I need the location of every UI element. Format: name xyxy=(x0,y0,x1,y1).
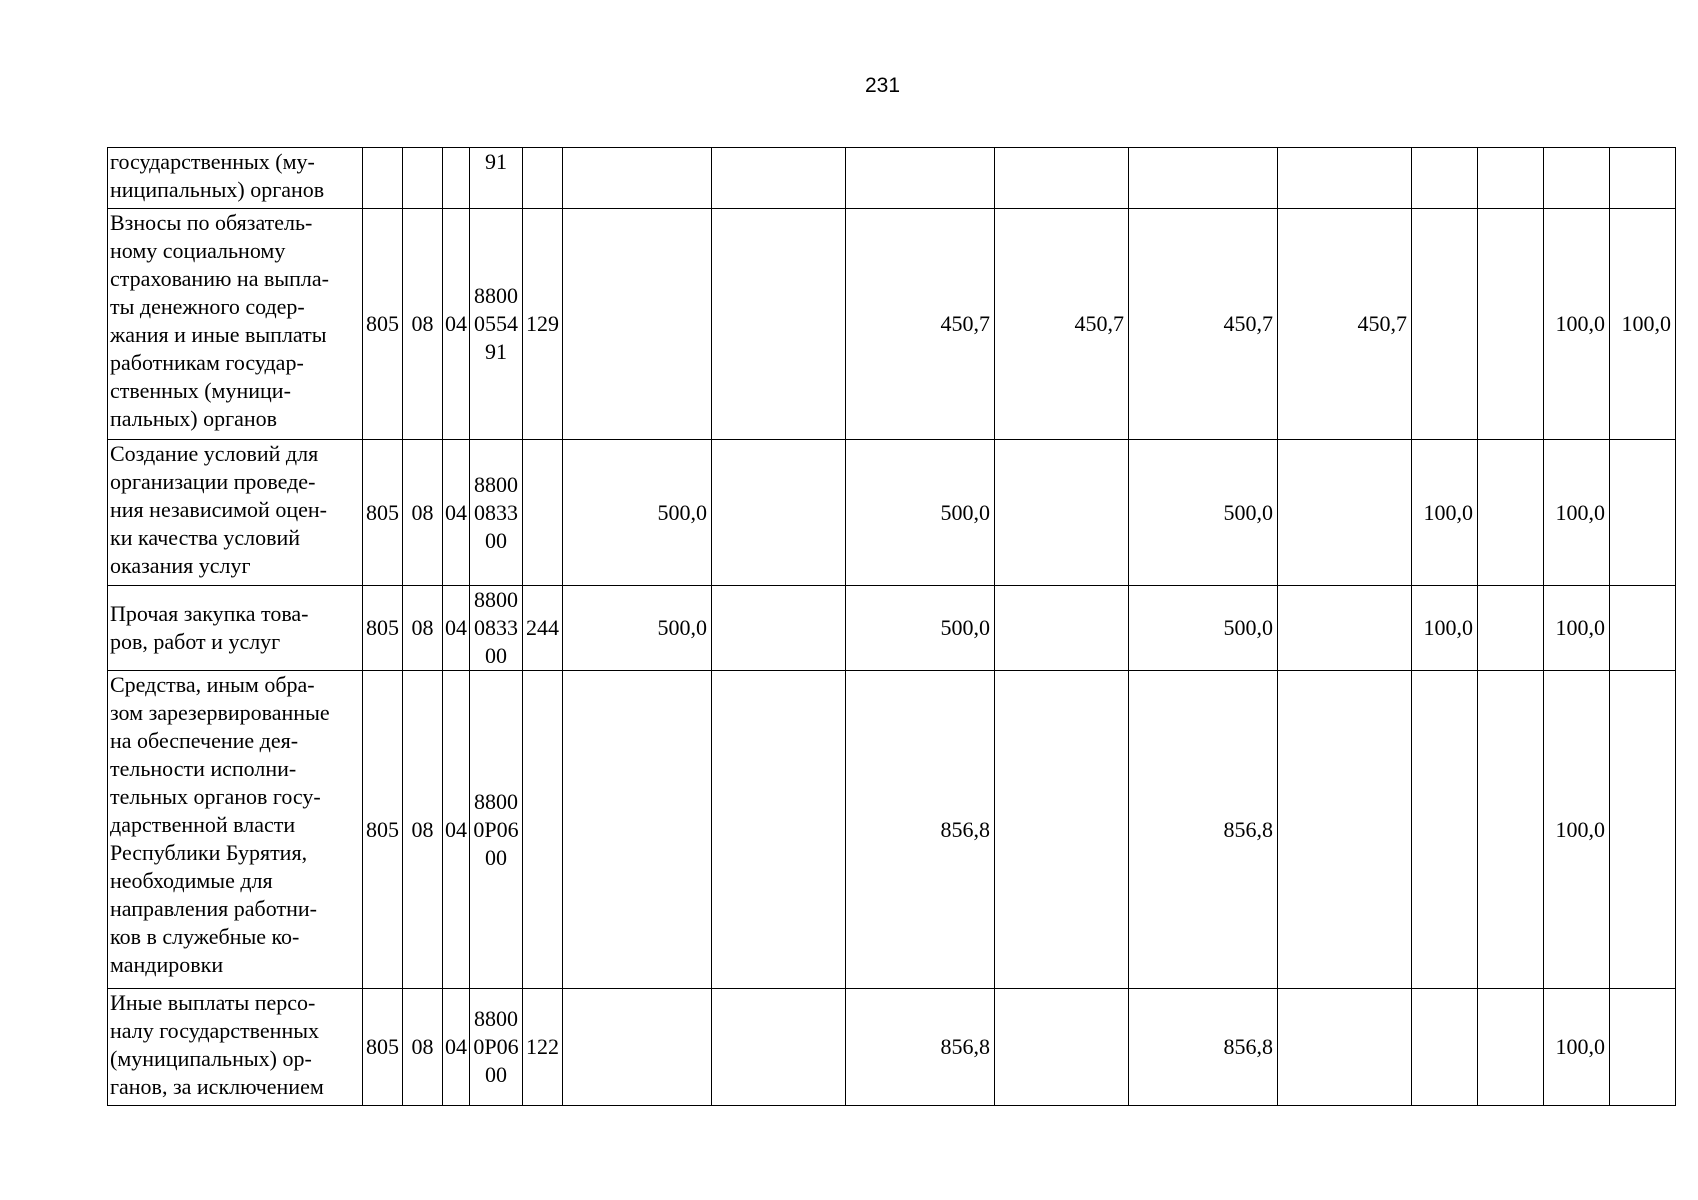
row-gr xyxy=(363,148,403,209)
row-rz: 08 xyxy=(403,586,443,671)
page-number: 231 xyxy=(864,74,901,97)
row-rz xyxy=(403,148,443,209)
row-value-3: 500,0 xyxy=(846,586,995,671)
row-value-5: 500,0 xyxy=(1129,440,1278,586)
row-value-5: 856,8 xyxy=(1129,989,1278,1106)
row-value-2 xyxy=(712,671,846,989)
row-csr: 8800 0833 00 xyxy=(470,586,523,671)
table-row xyxy=(108,440,1676,586)
row-csr: 8800 0833 00 xyxy=(470,440,523,586)
row-percent-1 xyxy=(1412,671,1478,989)
row-rz: 08 xyxy=(403,209,443,440)
row-value-1: 500,0 xyxy=(563,586,712,671)
row-value-1 xyxy=(563,671,712,989)
row-value-1 xyxy=(563,989,712,1106)
row-percent-2 xyxy=(1478,989,1544,1106)
row-percent-1: 100,0 xyxy=(1412,586,1478,671)
row-pr: 04 xyxy=(443,671,470,989)
table-row xyxy=(108,671,1676,989)
table-body xyxy=(108,148,1676,1106)
row-pr xyxy=(443,148,470,209)
row-value-6 xyxy=(1278,671,1412,989)
row-vr xyxy=(523,671,563,989)
row-name: Взносы по обязатель- ному социальному страхованию на выпла- ты денежного содер- жания и иные выплаты работникам государ- ственных (муници- пальных) органов xyxy=(108,209,363,440)
row-vr: 129 xyxy=(523,209,563,440)
row-vr: 244 xyxy=(523,586,563,671)
table-row xyxy=(108,586,1676,671)
row-vr: 122 xyxy=(523,989,563,1106)
row-value-2 xyxy=(712,440,846,586)
row-value-5 xyxy=(1129,148,1278,209)
row-percent-2 xyxy=(1478,440,1544,586)
row-value-5: 500,0 xyxy=(1129,586,1278,671)
row-percent-2 xyxy=(1478,586,1544,671)
row-name: Создание условий для организации проведе- ния независимой оцен- ки качества условий оказания услуг xyxy=(108,440,363,586)
row-value-2 xyxy=(712,989,846,1106)
row-value-6 xyxy=(1278,148,1412,209)
table-row xyxy=(108,989,1676,1106)
budget-table xyxy=(107,147,1676,1106)
row-rz: 08 xyxy=(403,671,443,989)
row-value-4 xyxy=(995,671,1129,989)
row-percent-4 xyxy=(1610,586,1676,671)
table-row xyxy=(108,209,1676,440)
row-percent-1: 100,0 xyxy=(1412,440,1478,586)
row-value-4 xyxy=(995,148,1129,209)
row-name: Средства, иным обра- зом зарезервированные на обеспечение дея- тельности исполни- тельных органов госу- дарственной власти Республики Бурятия, необходимые для направления работни- ков в служебные ко- мандировки xyxy=(108,671,363,989)
row-percent-2 xyxy=(1478,671,1544,989)
row-percent-3 xyxy=(1544,148,1610,209)
row-gr: 805 xyxy=(363,671,403,989)
row-value-1: 500,0 xyxy=(563,440,712,586)
row-value-4 xyxy=(995,440,1129,586)
row-percent-3: 100,0 xyxy=(1544,209,1610,440)
row-value-3 xyxy=(846,148,995,209)
row-pr: 04 xyxy=(443,209,470,440)
row-csr: 8800 0554 91 xyxy=(470,209,523,440)
row-percent-1 xyxy=(1412,148,1478,209)
row-value-1 xyxy=(563,148,712,209)
row-vr xyxy=(523,148,563,209)
row-value-4 xyxy=(995,989,1129,1106)
row-rz: 08 xyxy=(403,989,443,1106)
row-value-2 xyxy=(712,148,846,209)
row-value-3: 856,8 xyxy=(846,989,995,1106)
row-gr: 805 xyxy=(363,586,403,671)
row-percent-1 xyxy=(1412,989,1478,1106)
row-percent-3: 100,0 xyxy=(1544,989,1610,1106)
row-pr: 04 xyxy=(443,989,470,1106)
row-value-2 xyxy=(712,209,846,440)
row-pr: 04 xyxy=(443,586,470,671)
row-percent-3: 100,0 xyxy=(1544,440,1610,586)
row-value-6: 450,7 xyxy=(1278,209,1412,440)
row-percent-2 xyxy=(1478,209,1544,440)
row-value-1 xyxy=(563,209,712,440)
row-percent-3: 100,0 xyxy=(1544,671,1610,989)
row-gr: 805 xyxy=(363,989,403,1106)
row-value-6 xyxy=(1278,989,1412,1106)
row-value-4: 450,7 xyxy=(995,209,1129,440)
row-value-3: 500,0 xyxy=(846,440,995,586)
row-percent-4 xyxy=(1610,989,1676,1106)
row-name: государственных (му- ниципальных) органов xyxy=(108,148,363,209)
row-pr: 04 xyxy=(443,440,470,586)
row-value-5: 856,8 xyxy=(1129,671,1278,989)
row-name: Прочая закупка това- ров, работ и услуг xyxy=(108,586,363,671)
row-value-3: 856,8 xyxy=(846,671,995,989)
row-percent-4 xyxy=(1610,148,1676,209)
row-value-3: 450,7 xyxy=(846,209,995,440)
row-percent-4: 100,0 xyxy=(1610,209,1676,440)
row-value-4 xyxy=(995,586,1129,671)
row-csr: 8800 0Р06 00 xyxy=(470,989,523,1106)
row-csr: 91 xyxy=(470,148,523,209)
row-name: Иные выплаты персо- налу государственных (муниципальных) ор- ганов, за исключением xyxy=(108,989,363,1106)
row-gr: 805 xyxy=(363,209,403,440)
row-percent-4 xyxy=(1610,671,1676,989)
row-percent-2 xyxy=(1478,148,1544,209)
row-rz: 08 xyxy=(403,440,443,586)
table-row xyxy=(108,148,1676,209)
row-value-6 xyxy=(1278,440,1412,586)
row-csr: 8800 0Р06 00 xyxy=(470,671,523,989)
row-vr xyxy=(523,440,563,586)
row-value-6 xyxy=(1278,586,1412,671)
row-value-2 xyxy=(712,586,846,671)
row-gr: 805 xyxy=(363,440,403,586)
row-percent-3: 100,0 xyxy=(1544,586,1610,671)
row-value-5: 450,7 xyxy=(1129,209,1278,440)
row-percent-1 xyxy=(1412,209,1478,440)
row-percent-4 xyxy=(1610,440,1676,586)
